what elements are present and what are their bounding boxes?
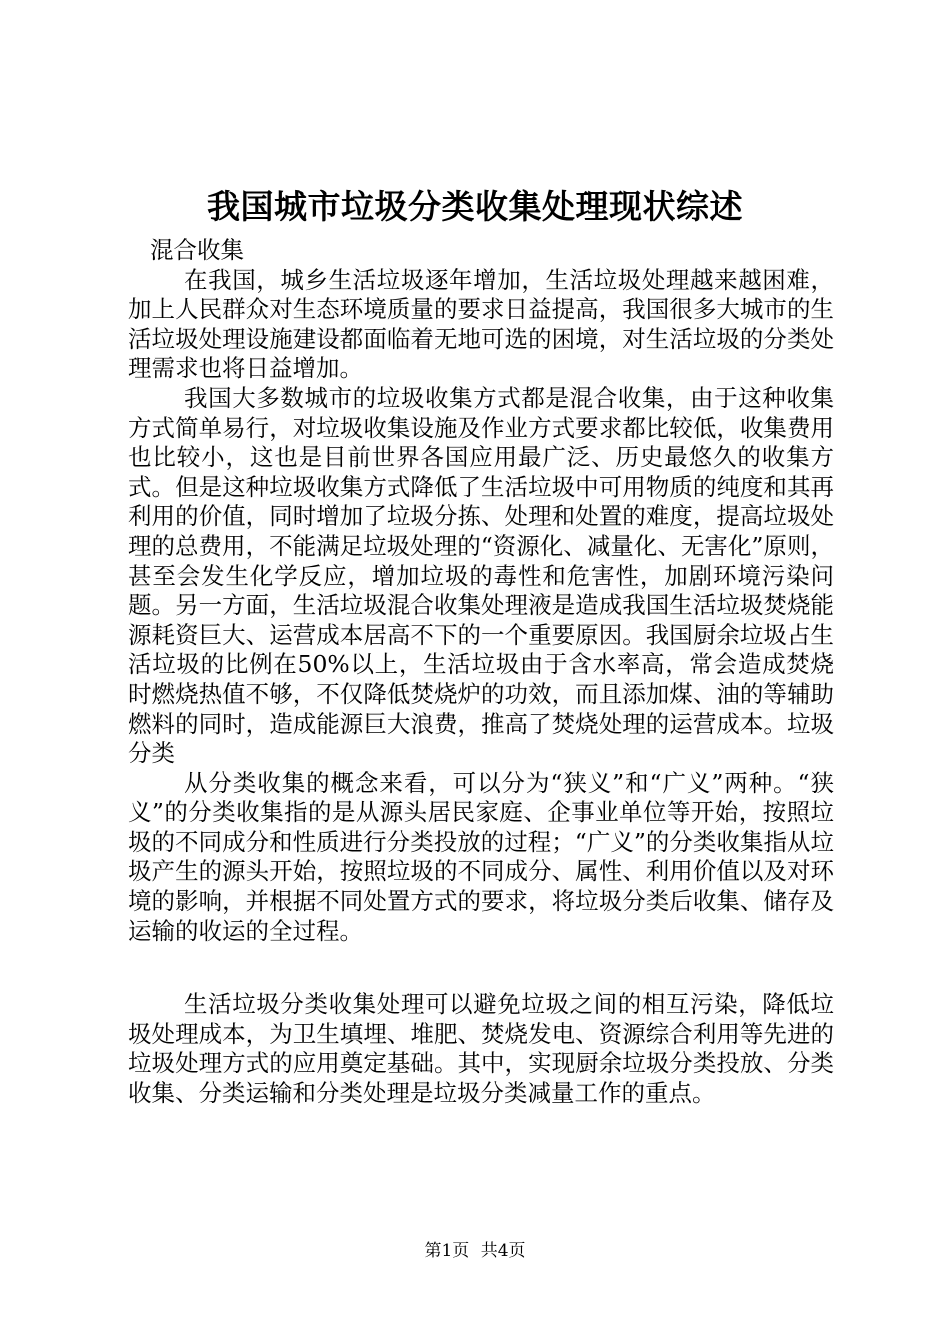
document-title: 我国城市垃圾分类收集处理现状综述 bbox=[207, 187, 743, 226]
page-total: 共4页 bbox=[480, 1241, 526, 1261]
paragraph-3: 从分类收集的概念来看，可以分为“狭义”和“广义”两种。“狭义”的分类收集指的是从源头居民家庭、企事业单位等开始，按照垃圾的不同成分和性质进行分类投放的过程；“广义”的分类收集指从垃圾产生的源头开始，按照垃圾的不同成分、属性、利用价值以及对环境的影响，并根据不同处置方式的要求，将垃圾分类后收集、储存及运输的收运的全过程。 bbox=[128, 768, 834, 945]
paragraph-1: 在我国，城乡生活垃圾逐年增加，生活垃圾处理越来越困难，加上人民群众对生态环境质量的要求日益提高，我国很多大城市的生活垃圾处理设施建设都面临着无地可选的困境，对生活垃圾的分类处理需求也将日益增加。 bbox=[128, 265, 834, 383]
document-body bbox=[128, 236, 834, 1109]
paragraph-4: 生活垃圾分类收集处理可以避免垃圾之间的相互污染，降低垃圾处理成本，为卫生填埋、堆肥、焚烧发电、资源综合利用等先进的垃圾处理方式的应用奠定基础。其中，实现厨余垃圾分类投放、分类收集、分类运输和分类处理是垃圾分类减量工作的重点。 bbox=[128, 990, 834, 1108]
page-footer bbox=[0, 1240, 950, 1262]
paragraph-2: 我国大多数城市的垃圾收集方式都是混合收集，由于这种收集方式简单易行，对垃圾收集设施及作业方式要求都比较低，收集费用也比较小，这也是目前世界各国应用最广泛、历史最悠久的收集方式。但是这种垃圾收集方式降低了生活垃圾中可用物质的纯度和其再利用的价值，同时增加了垃圾分拣、处理和处置的难度，提高垃圾处理的总费用，不能满足垃圾处理的“资源化、减量化、无害化”原则，甚至会发生化学反应，增加垃圾的毒性和危害性，加剧环境污染问题。另一方面，生活垃圾混合收集处理液是造成我国生活垃圾焚烧能源耗资巨大、运营成本居高不下的一个重要原因。我国厨余垃圾占生活垃圾的比例在50%以上，生活垃圾由于含水率高，常会造成焚烧时燃烧热值不够，不仅降低焚烧炉的功效，而且添加煤、油的等辅助燃料的同时，造成能源巨大浪费，推高了焚烧处理的运营成本。垃圾分类 bbox=[128, 383, 834, 768]
page-number: 第1页 bbox=[424, 1241, 470, 1261]
section-heading: 混合收集 bbox=[150, 236, 244, 264]
paragraph-spacer bbox=[128, 946, 834, 990]
